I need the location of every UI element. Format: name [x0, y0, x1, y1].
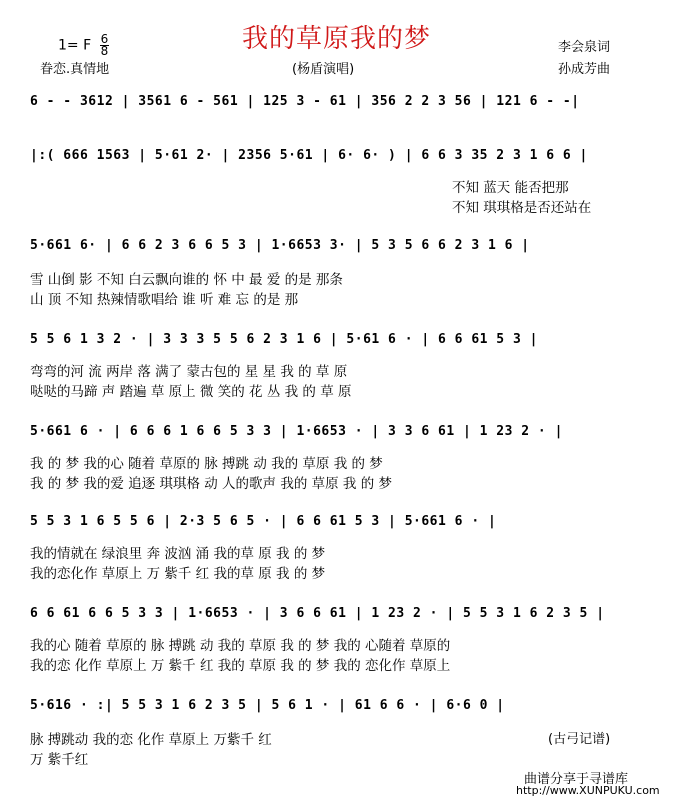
transcriber-credit: (古弓记谱)	[548, 732, 611, 747]
lyric-verse-2: 我的恋化作 草原上 万 紫千 红 我的草 原 我 的 梦	[30, 566, 326, 582]
notation-line: 6 6 61 6 6 5 3 3 | 1·6653 · | 3 6 6 61 | 1 23 2 · | 5 5 3 1 6 2 3 5 |	[30, 606, 605, 621]
expression-marking: 眷恋.真情地	[40, 62, 110, 77]
notation-line: 5·661 6· | 6 6 2 3 6 6 5 3 | 1·6653 3· | 5 3 5 6 6 2 3 1 6 |	[30, 238, 530, 253]
notation-line: 5 5 6 1 3 2 · | 3 3 3 5 5 6 2 3 1 6 | 5·61 6 · | 6 6 61 5 3 |	[30, 332, 538, 347]
lyric-verse-2: 万 紫千红	[30, 752, 89, 768]
lyric-verse-2: 哒哒的马蹄 声 踏遍 草 原上 微 笑的 花 丛 我 的 草 原	[30, 384, 352, 400]
notation-line: 5·616 · :| 5 5 3 1 6 2 3 5 | 5 6 1 · | 61 6 6 · | 6·6 0 |	[30, 698, 505, 713]
lyric-verse-1: 脉 搏跳动 我的恋 化作 草原上 万紫千 红	[30, 732, 272, 748]
notation-line: |:( 666 1563 | 5·61 2· | 2356 5·61 | 6· 6· ) | 6 6 3 35 2 3 1 6 6 |	[30, 148, 588, 163]
song-title: 我的草原我的梦	[241, 24, 431, 54]
lyric-verse-2: 我的恋 化作 草原上 万 紫千 红 我的 草原 我 的 梦 我的 恋化作 草原上	[30, 658, 451, 674]
composer-credit: 孙成芳曲	[558, 62, 611, 77]
notation-line: 5·661 6 · | 6 6 6 1 6 6 5 3 3 | 1·6653 · | 3 3 6 61 | 1 23 2 · |	[30, 424, 563, 439]
lyric-verse-1: 我的心 随着 草原的 脉 搏跳 动 我的 草原 我 的 梦 我的 心随着 草原的	[30, 638, 451, 654]
lyric-verse-1: 雪 山倒 影 不知 白云飘向谁的 怀 中 最 爱 的是 那条	[30, 272, 343, 288]
singer-credit: (杨盾演唱)	[292, 62, 355, 77]
lyric-verse-2: 我 的 梦 我的爱 追逐 琪琪格 动 人的歌声 我的 草原 我 的 梦	[30, 476, 392, 492]
source-site-url: http://www.XUNPUKU.com	[516, 784, 660, 797]
lyric-verse-1: 弯弯的河 流 两岸 落 满了 蒙古包的 星 星 我 的 草 原	[30, 364, 348, 380]
key-label: 1= F	[58, 37, 92, 54]
key-signature	[58, 34, 109, 57]
source-site-name: 曲谱分享于寻谱库	[524, 772, 629, 787]
lyric-verse-1: 我 的 梦 我的心 随着 草原的 脉 搏跳 动 我的 草原 我 的 梦	[30, 456, 383, 472]
lyricist-credit: 李会泉词	[558, 40, 611, 55]
time-signature	[100, 34, 110, 57]
lyric-verse-2: 不知 琪琪格是否还站在	[452, 200, 592, 216]
lyric-verse-1: 我的情就在 绿浪里 奔 波汹 涌 我的草 原 我 的 梦	[30, 546, 326, 562]
lyric-verse-2: 山 顶 不知 热辣情歌唱给 谁 听 难 忘 的是 那	[30, 292, 299, 308]
lyric-verse-1: 不知 蓝天 能否把那	[452, 180, 569, 196]
notation-line: 5 5 3 1 6 5 5 6 | 2·3 5 6 5 · | 6 6 61 5 3 | 5·661 6 · |	[30, 514, 497, 529]
time-denominator: 8	[100, 44, 109, 58]
time-numerator: 6	[100, 32, 109, 46]
notation-line: 6 - - 3612 | 3561 6 - 561 | 125 3 - 61 | 356 2 2 3 56 | 121 6 - -|	[30, 94, 580, 109]
